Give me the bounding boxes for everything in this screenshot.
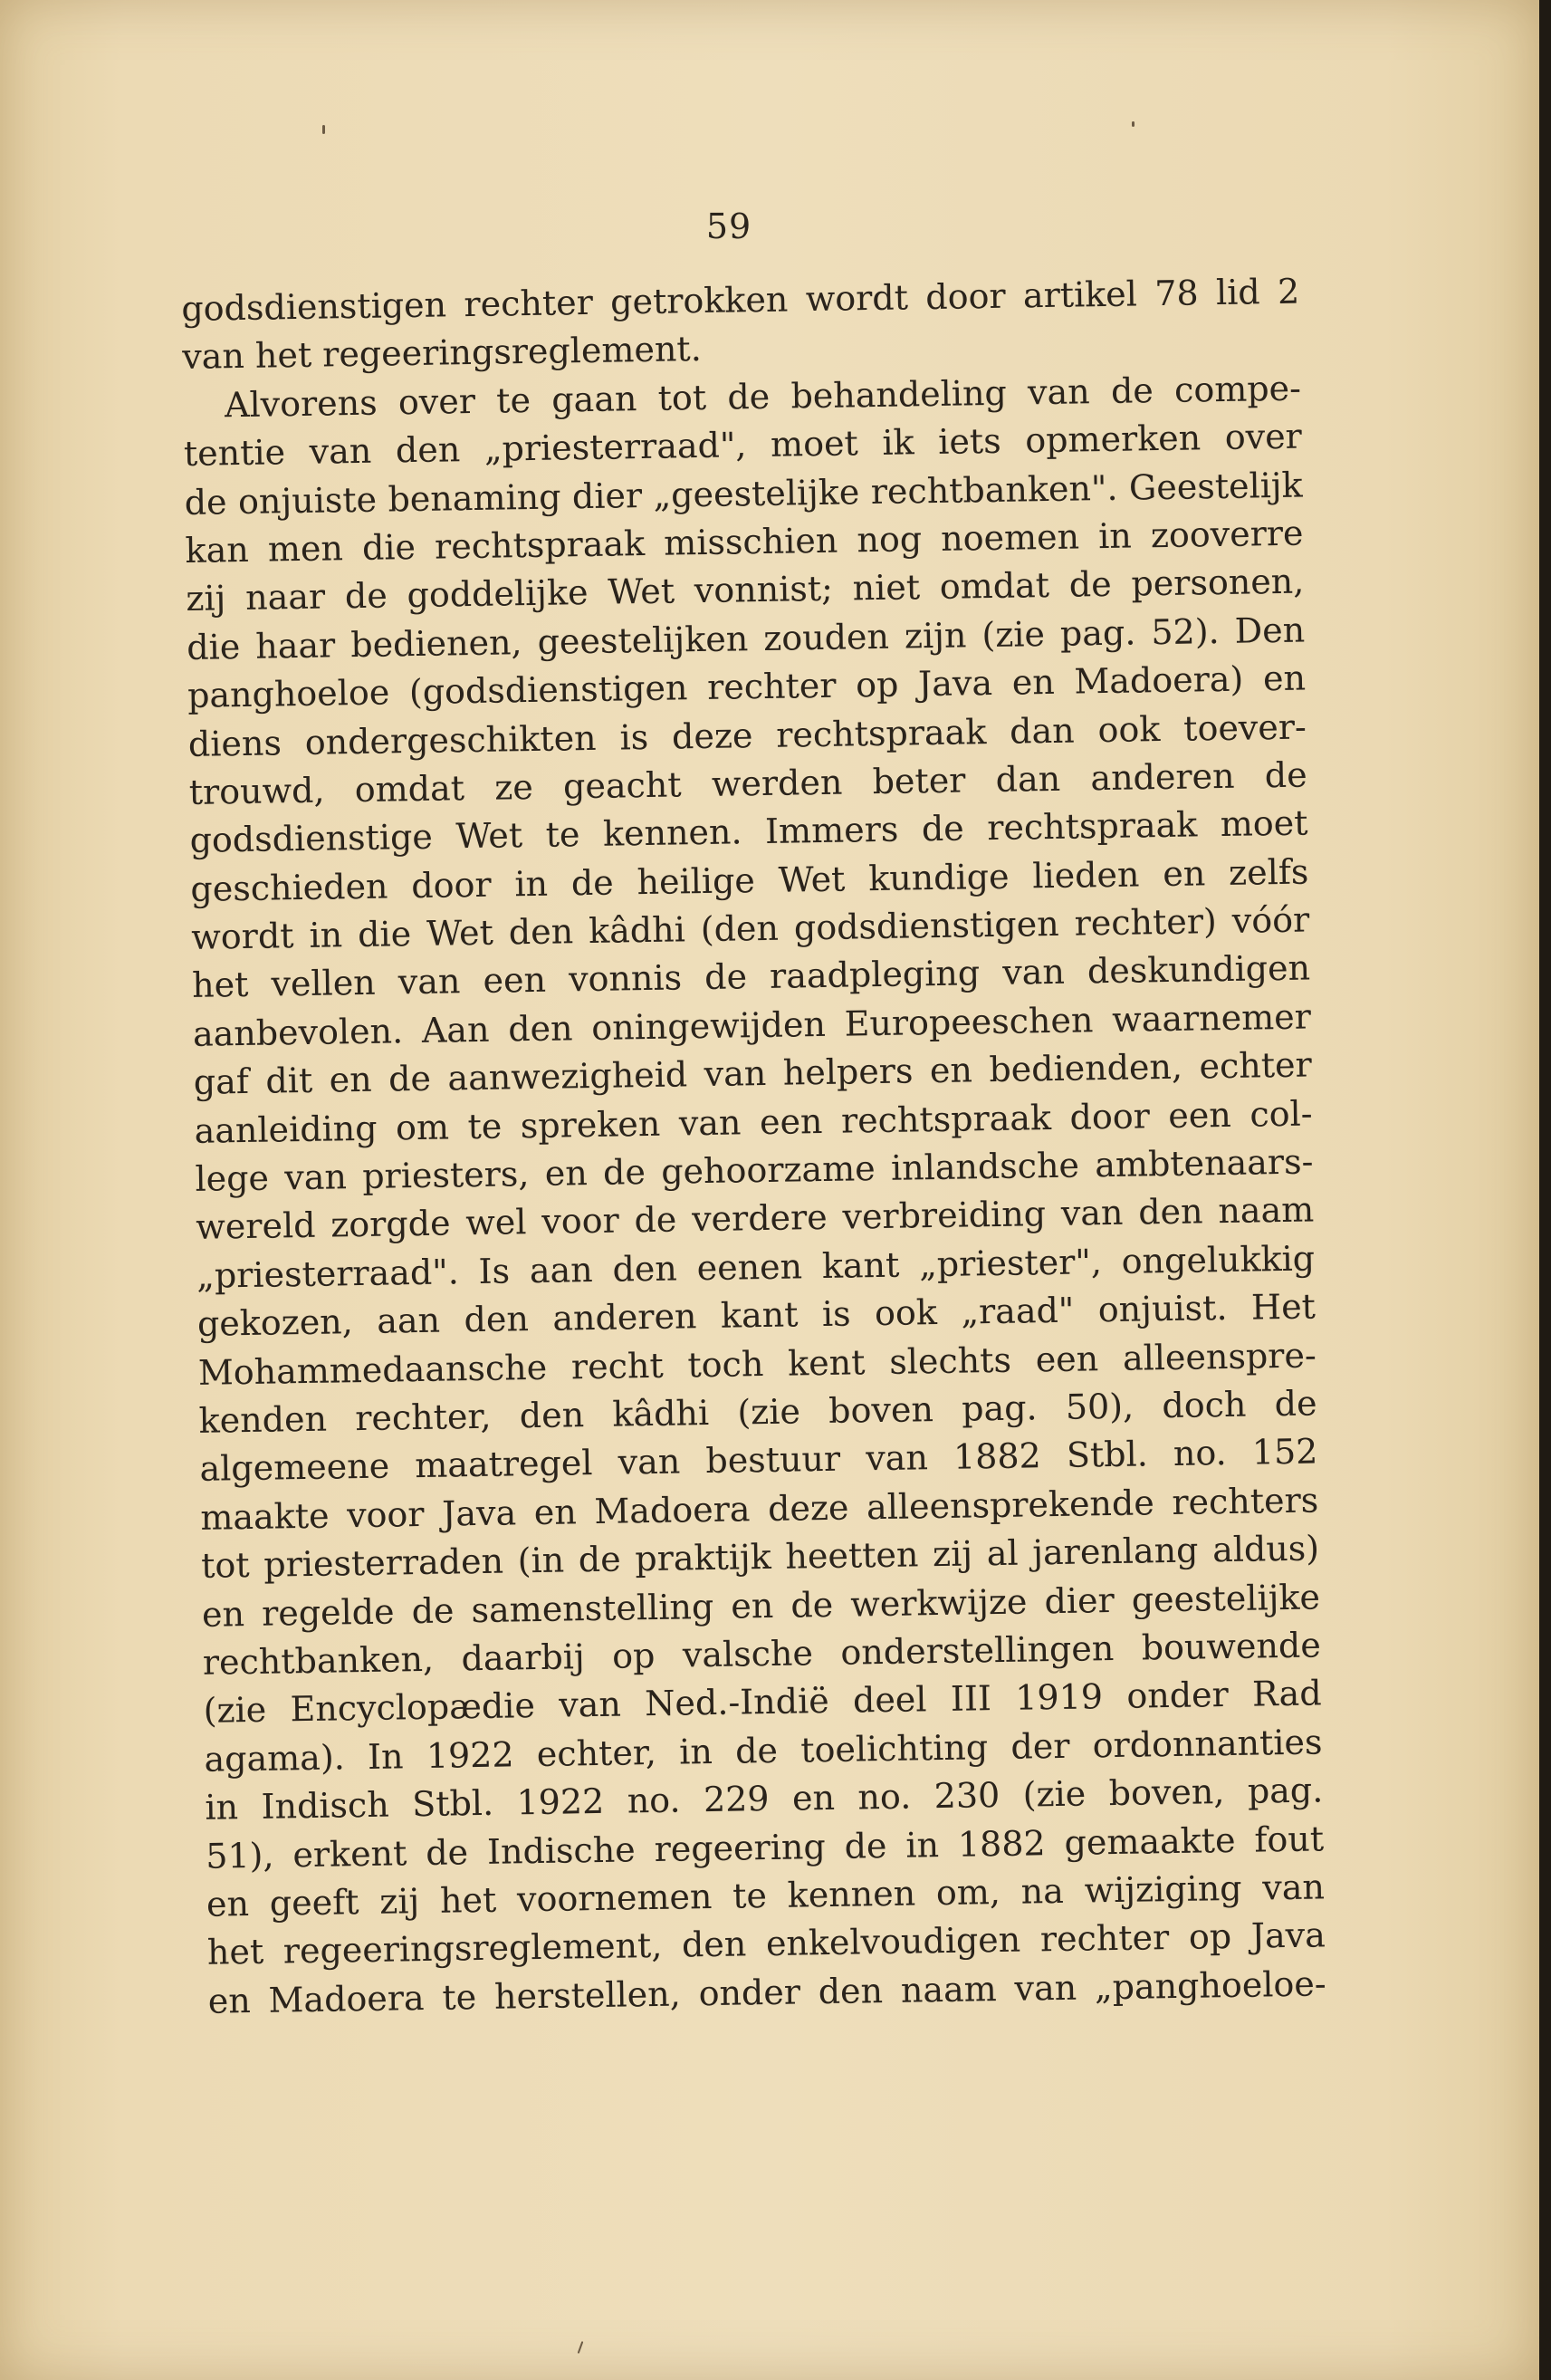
text-line: de onjuiste benaming dier „geestelijke rechtbanken". Geestelijk: [184, 465, 1303, 523]
text-line: diens ondergeschikten is deze rechtspraak dan ook toever-: [187, 706, 1307, 764]
text-line: het regeeringsreglement, den enkelvoudigen rechter op Java: [206, 1915, 1326, 1973]
body-text: [181, 268, 1326, 2026]
text-line: die haar bedienen, geestelijken zouden zijn (zie pag. 52). Den: [186, 609, 1306, 667]
text-line: (zie Encyclopædie van Ned.-Indië deel III 1919 onder Rad: [203, 1673, 1322, 1732]
text-line: geschieden door in de heilige Wet kundige lieden en zelfs: [190, 851, 1309, 909]
text-line: lege van priesters, en de gehoorzame inlandsche ambtenaars-: [195, 1141, 1314, 1199]
text-line: tentie van den „priesterraad", moet ik iets opmerken over: [183, 416, 1303, 475]
text-line: agama). In 1922 echter, in de toelichting der ordonnanties: [204, 1722, 1323, 1780]
page-number: 59: [705, 206, 752, 246]
text-line: trouwd, omdat ze geacht werden beter dan anderen de: [188, 754, 1307, 812]
text-line: het vellen van een vonnis de raadpleging van deskundigen: [191, 947, 1311, 1006]
text-line: gaf dit en de aanwezigheid van helpers en bedienden, echter: [193, 1044, 1313, 1103]
text-line: gekozen, aan den anderen kant is ook „raad" onjuist. Het: [196, 1286, 1316, 1345]
text-line: en regelde de samenstelling en de werkwijze dier geestelijke: [201, 1576, 1321, 1635]
text-line: 51), erkent de Indische regeering de in 1882 gemaakte fout: [205, 1818, 1325, 1876]
text-line: van het regeeringsreglement.: [181, 329, 703, 378]
text-line: aanbevolen. Aan den oningewijden Europeeschen waarnemer: [192, 996, 1312, 1054]
text-line: wordt in die Wet den kâdhi (den godsdienstigen rechter) vóór: [190, 899, 1310, 957]
text-line: panghoeloe (godsdienstigen rechter op Java en Madoera) en: [187, 657, 1307, 716]
text-line: en geeft zij het voornemen te kennen om, na wijziging van: [206, 1867, 1326, 1924]
text-line: godsdienstigen rechter getrokken wordt door artikel 78 lid 2: [181, 271, 1300, 329]
text-line: maakte voor Java en Madoera deze alleensprekende rechters: [200, 1480, 1319, 1538]
text-line: Mohammedaansche recht toch kent slechts een alleenspre-: [197, 1335, 1317, 1393]
text-line: „priesterraad". Is aan den eenen kant „priester", ongelukkig: [196, 1238, 1316, 1296]
text-line: en Madoera te herstellen, onder den naam van „panghoeloe-: [207, 1963, 1326, 2021]
paper-speck: [578, 2341, 584, 2354]
text-line: kenden rechter, den kâdhi (zie boven pag. 50), doch de: [198, 1383, 1317, 1441]
text-line: godsdienstige Wet te kennen. Immers de rechtspraak moet: [189, 802, 1308, 861]
text-line: algemeene maatregel van bestuur van 1882 Stbl. no. 152: [199, 1431, 1318, 1490]
text-line: kan men die rechtspraak misschien nog noemen in zooverre: [185, 513, 1304, 571]
text-line: wereld zorgde wel voor de verdere verbreiding van den naam: [195, 1189, 1315, 1248]
book-edge: [1539, 0, 1551, 2380]
text-line: in Indisch Stbl. 1922 no. 229 en no. 230 (zie boven, pag.: [205, 1770, 1324, 1828]
text-line: tot priesterraden (in de praktijk heetten zij al jarenlang aldus): [200, 1528, 1320, 1586]
text-line: Alvorens over te gaan tot de behandeling van de compe-: [224, 368, 1302, 426]
text-line: aanleiding om te spreken van een rechtspraak door een col-: [194, 1093, 1313, 1151]
paper-speck: [322, 125, 325, 134]
paper-speck: [1132, 121, 1135, 127]
text-line: rechtbanken, daarbij op valsche onderstellingen bouwende: [202, 1625, 1322, 1683]
text-line: zij naar de goddelijke Wet vonnist; niet omdat de personen,: [186, 561, 1305, 619]
